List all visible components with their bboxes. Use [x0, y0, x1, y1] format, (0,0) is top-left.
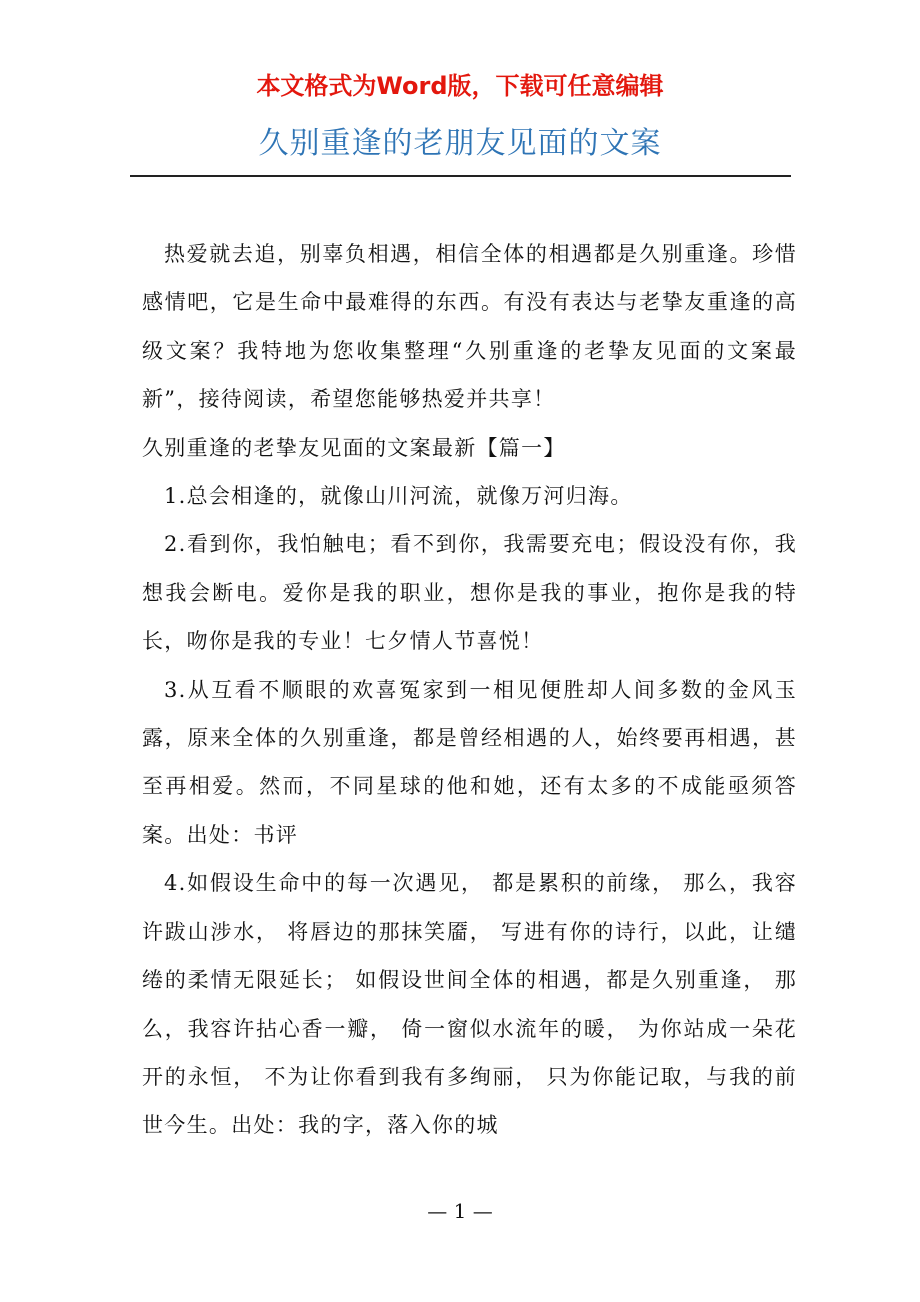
- title-underline: [130, 175, 791, 177]
- section-heading: 久别重逢的老挚友见面的文案最新【篇一】: [142, 435, 566, 460]
- list-item-4: 4.如假设生命中的每一次遇见， 都是累积的前缘， 那么，我容许跋山涉水， 将唇边的那抹笑靥， 写进有你的诗行，以此，让缱绻的柔情无限延长； 如假设世间全体的相遇，都是久别重逢， 那么，我容许拈心香一瓣， 倚一窗似水流年的暖， 为你站成一朵花开的永恒， 不为让你看到我有多绚丽， 只为你能记取，与我的前世今生。出处：我的字，落入你的城: [142, 871, 797, 1138]
- page-number: — 1 —: [427, 1199, 493, 1223]
- document-title: 久别重逢的老朋友见面的文案: [258, 126, 662, 161]
- list-item-1: 1.总会相逢的，就像山川河流，就像万河归海。: [164, 484, 633, 509]
- intro-paragraph: 热爱就去追，别辜负相遇，相信全体的相遇都是久别重逢。珍惜感情吧，它是生命中最难得的东西。有没有表达与老挚友重逢的高级文案？我特地为您收集整理“久别重逢的老挚友见面的文案最新”，接待阅读，希望您能够热爱并共享！: [142, 242, 797, 412]
- list-item-3: 3.从互看不顺眼的欢喜冤家到一相见便胜却人间多数的金风玉露，原来全体的久别重逢，都是曾经相遇的人，始终要再相遇，甚至再相爱。然而，不同星球的他和她，还有太多的不成能亟须答案。出处：书评: [142, 677, 797, 847]
- document-body: [142, 230, 797, 1150]
- format-notice: 本文格式为Word版，下载可任意编辑: [256, 72, 664, 100]
- list-item-2: 2.看到你，我怕触电；看不到你，我需要充电；假设没有你，我想我会断电。爱你是我的职业，想你是我的事业，抱你是我的特长，吻你是我的专业！七夕情人节喜悦！: [142, 532, 797, 654]
